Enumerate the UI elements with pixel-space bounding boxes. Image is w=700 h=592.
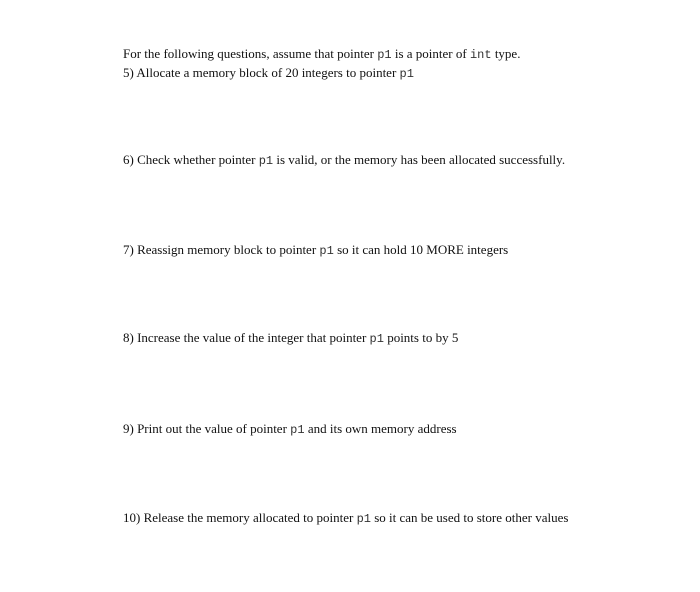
pointer-code: p1 — [319, 244, 334, 258]
intro-line — [123, 46, 520, 63]
pointer-code: p1 — [258, 154, 274, 168]
intro-text-mid: is a pointer of — [391, 46, 470, 61]
pointer-code: p1 — [356, 512, 371, 526]
pointer-code: p1 — [377, 48, 392, 62]
type-code: int — [469, 48, 492, 62]
question-7-text-before: 7) Reassign memory block to pointer — [123, 242, 320, 257]
question-7-text-after: so it can hold 10 MORE integers — [333, 242, 509, 257]
question-9 — [123, 421, 457, 438]
question-8 — [123, 330, 458, 347]
pointer-code: p1 — [369, 332, 384, 346]
question-6-text-after: is valid, or the memory has been allocated successfully. — [273, 152, 566, 167]
question-6-text-before: 6) Check whether pointer — [123, 152, 259, 167]
question-9-text-before: 9) Print out the value of pointer — [123, 421, 291, 436]
question-10 — [123, 510, 568, 527]
question-10-text-after: so it can be used to store other values — [370, 510, 569, 525]
question-9-text-after: and its own memory address — [304, 421, 457, 436]
question-8-text-before: 8) Increase the value of the integer that pointer — [123, 330, 370, 345]
intro-text-before: For the following questions, assume that pointer — [123, 46, 378, 61]
question-7 — [123, 242, 508, 259]
pointer-code: p1 — [290, 423, 305, 437]
question-5-text: 5) Allocate a memory block of 20 integers to pointer — [123, 65, 400, 80]
question-5 — [123, 65, 414, 82]
question-6 — [123, 152, 565, 169]
question-8-text-after: points to by 5 — [383, 330, 459, 345]
intro-text-after: type. — [491, 46, 521, 61]
question-10-text-before: 10) Release the memory allocated to pointer — [123, 510, 357, 525]
pointer-code: p1 — [399, 67, 414, 81]
